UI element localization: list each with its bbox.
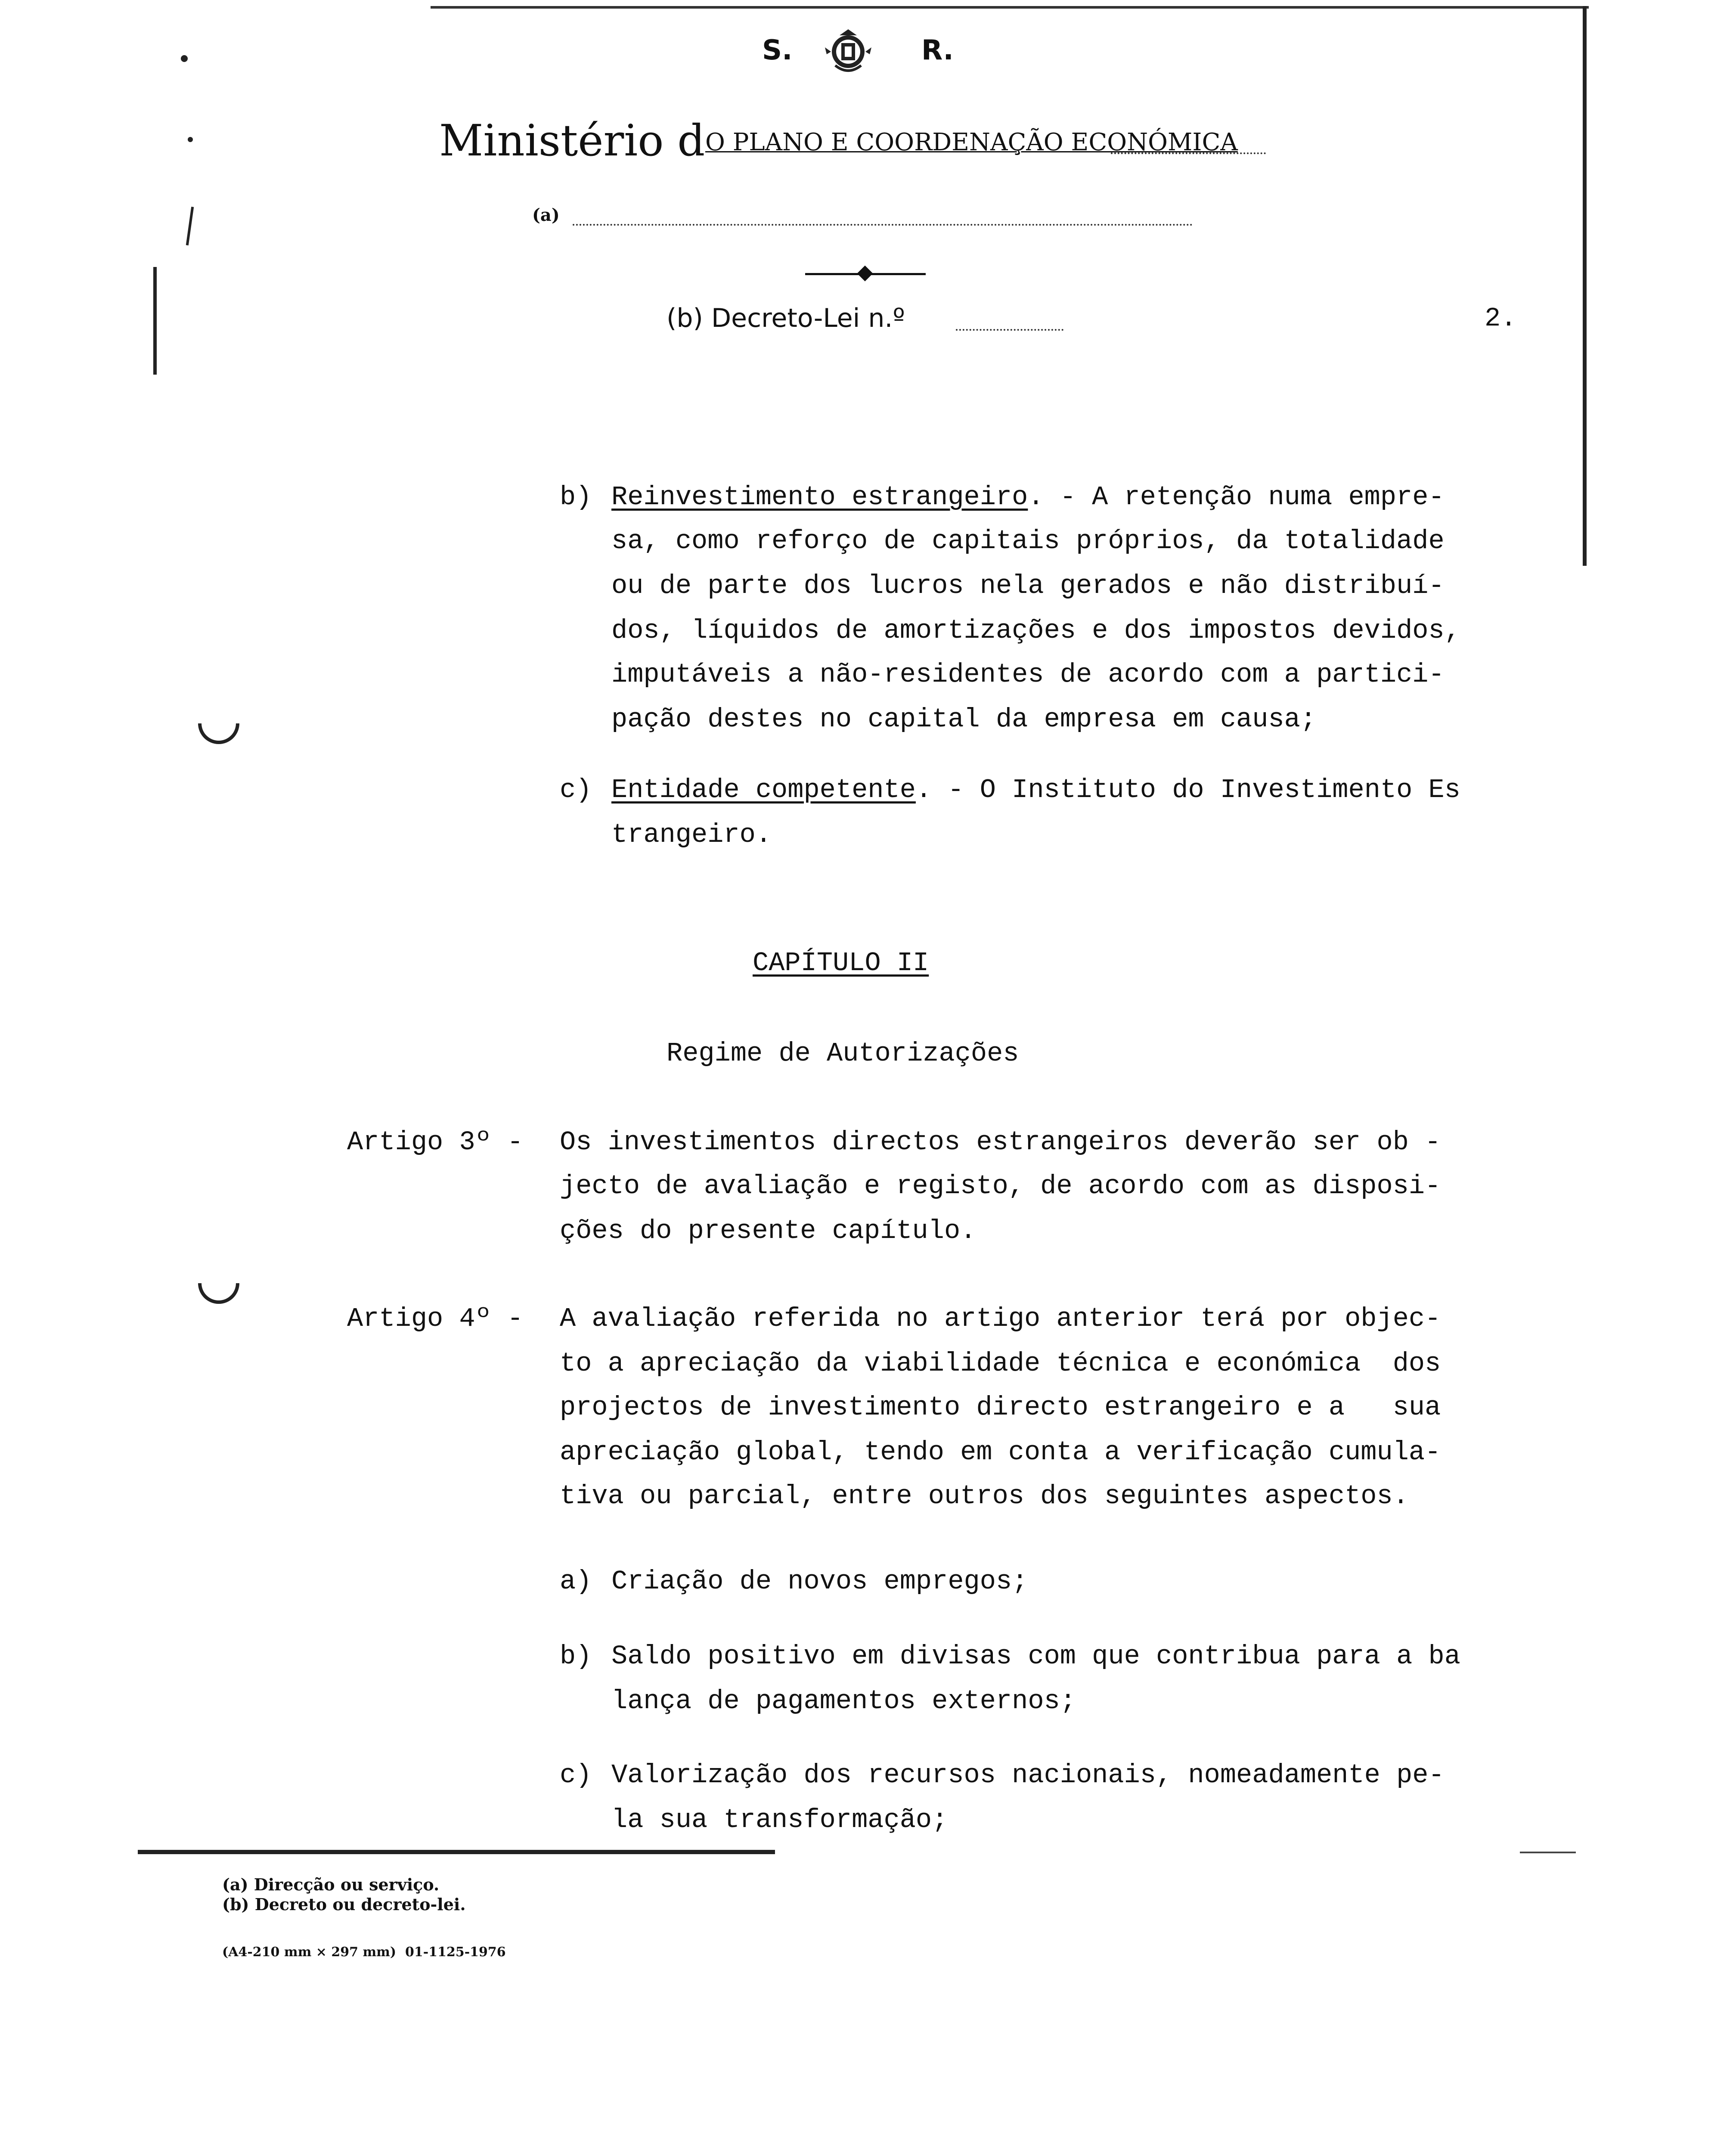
section-c-marker: c): [560, 775, 592, 805]
ministry-prefix: Ministério d: [439, 115, 705, 166]
section-b-line: pação destes no capital da empresa em causa;: [611, 704, 1317, 735]
item-b-line: Saldo positivo em divisas com que contribua para a ba: [611, 1641, 1460, 1672]
section-c-term: Entidade competente: [611, 775, 916, 805]
check-mark-icon: [198, 723, 239, 744]
artigo-3-line: Os investimentos directos estrangeiros deverão ser ob -: [560, 1127, 1441, 1157]
page-edge-right: [1583, 6, 1587, 566]
footnote-b: (b) Decreto ou decreto-lei.: [222, 1895, 466, 1914]
artigo-4-line: apreciação global, tendo em conta a verificação cumula-: [560, 1437, 1441, 1467]
margin-dot: [181, 55, 188, 62]
section-b-line-1-rest: . - A retenção numa empre-: [1028, 482, 1445, 512]
item-b-line: lança de pagamentos externos;: [611, 1686, 1076, 1716]
field-a-dotted-line: [573, 224, 1193, 226]
item-c-line: Valorização dos recursos nacionais, nomeadamente pe-: [611, 1760, 1445, 1790]
chapter-title: CAPÍTULO II: [753, 948, 929, 978]
field-a-label: (a): [532, 205, 560, 225]
item-a-line: Criação de novos empregos;: [611, 1566, 1028, 1597]
item-a-marker: a): [560, 1566, 592, 1597]
margin-dot: [188, 137, 193, 142]
header-s-letter: S.: [762, 34, 793, 66]
page-number: 2.: [1485, 303, 1517, 334]
artigo-3-line: ções do presente capítulo.: [560, 1216, 976, 1246]
artigo-4-line: A avaliação referida no artigo anterior terá por objec-: [560, 1303, 1441, 1334]
margin-tick: [186, 207, 194, 245]
section-b-term: Reinvestimento estrangeiro: [611, 482, 1028, 512]
check-mark-icon: [198, 1283, 239, 1304]
footnote-a: (a) Direcção ou serviço.: [222, 1875, 440, 1894]
field-b-dotted-line: [956, 329, 1063, 331]
ministry-dotted-line: [1111, 152, 1266, 154]
artigo-4-label: Artigo 4º -: [347, 1303, 524, 1334]
section-b-line-1: [611, 484, 1445, 511]
header-r-letter: R.: [921, 34, 954, 66]
page-edge-bottom-right: [1520, 1852, 1576, 1853]
item-b-marker: b): [560, 1641, 592, 1672]
page-edge-top: [431, 6, 1589, 9]
section-c-line-2: trangeiro.: [611, 819, 772, 850]
artigo-4-line: tiva ou parcial, entre outros dos seguintes aspectos.: [560, 1481, 1409, 1511]
section-b-line: ou de parte dos lucros nela gerados e não distribuí-: [611, 571, 1445, 601]
section-b-line: dos, líquidos de amortizações e dos impostos devidos,: [611, 615, 1460, 646]
coat-of-arms-icon: [822, 26, 874, 78]
field-b-label: (b) Decreto-Lei n.º: [666, 303, 905, 333]
artigo-3-line: jecto de avaliação e registo, de acordo com as disposi-: [560, 1171, 1441, 1201]
artigo-3-label: Artigo 3º -: [347, 1127, 524, 1157]
margin-bar: [153, 267, 157, 375]
section-b-line: imputáveis a não-residentes de acordo com a partici-: [611, 659, 1445, 690]
page-edge-bottom: [138, 1850, 775, 1854]
item-c-marker: c): [560, 1760, 592, 1790]
form-code: (A4-210 mm × 297 mm) 01-1125-1976: [222, 1945, 506, 1960]
ministry-name: O PLANO E COORDENAÇÃO ECONÓMICA: [705, 128, 1238, 156]
chapter-subtitle: Regime de Autorizações: [666, 1038, 1019, 1069]
section-c-line-1-rest: . - O Instituto do Investimento Es: [915, 775, 1460, 805]
section-b-line: sa, como reforço de capitais próprios, da totalidade: [611, 526, 1445, 556]
divider-diamond-icon: [857, 266, 873, 282]
section-b-marker: b): [560, 482, 592, 512]
artigo-4-line: projectos de investimento directo estrangeiro e a sua: [560, 1392, 1441, 1423]
item-c-line: la sua transformação;: [611, 1805, 948, 1835]
section-c-line-1: [611, 777, 1460, 803]
artigo-4-line: to a apreciação da viabilidade técnica e económica dos: [560, 1348, 1441, 1379]
